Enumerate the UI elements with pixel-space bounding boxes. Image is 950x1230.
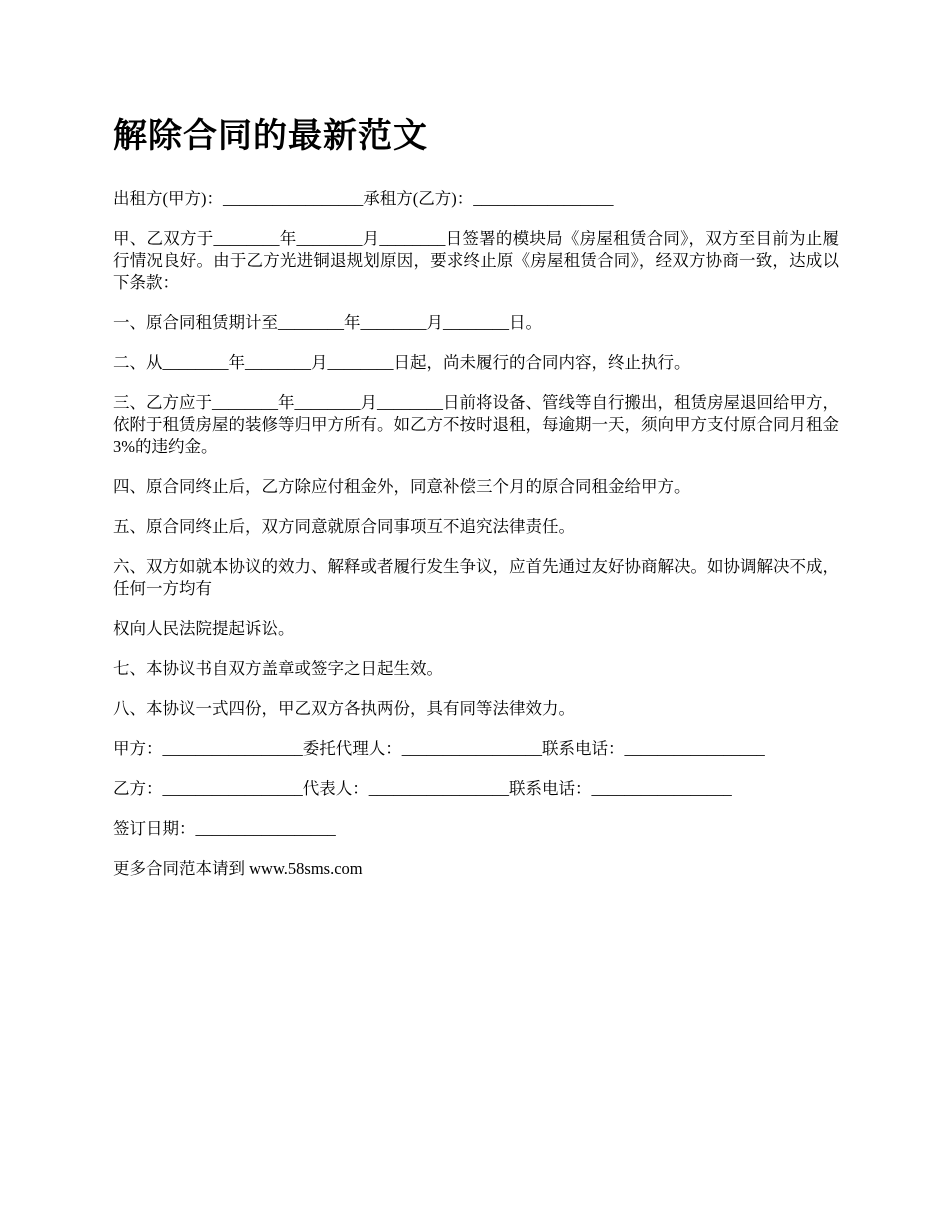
document-page — [113, 108, 839, 898]
party-b-signature-line: 乙方：_________________代表人：_________________联系电话：_________________ — [113, 779, 732, 798]
clause-7: 七、本协议书自双方盖章或签字之日起生效。 — [113, 659, 443, 678]
clause-2: 二、从________年________月________日起，尚未履行的合同内容，终止执行。 — [113, 353, 691, 372]
party-a-signature-line: 甲方：_________________委托代理人：_________________联系电话：_________________ — [113, 739, 765, 758]
clause-3: 三、乙方应于________年________月________日前将设备、管线等自行搬出，租赁房屋退回给甲方，依附于租赁房屋的装修等归甲方所有。如乙方不按时退租，每逾期一天，须向甲方支付原合同月租金3%的违约金。 — [113, 393, 839, 456]
clause-6-continued: 权向人民法院提起诉讼。 — [113, 619, 295, 638]
parties-line: 出租方(甲方)：_________________承租方(乙方)：_________________ — [113, 189, 614, 208]
clause-8: 八、本协议一式四份，甲乙双方各执两份，具有同等法律效力。 — [113, 699, 575, 718]
preamble-paragraph: 甲、乙双方于________年________月________日签署的模块局《房屋租赁合同》，双方至目前为止履行情况良好。由于乙方光进铜退规划原因，要求终止原《房屋租赁合同》，经双方协商一致，达成以下条款： — [113, 229, 839, 292]
footer-more-templates: 更多合同范本请到 www.58sms.com — [113, 859, 363, 878]
clause-1: 一、原合同租赁期计至________年________月________日。 — [113, 313, 542, 332]
clause-5: 五、原合同终止后，双方同意就原合同事项互不追究法律责任。 — [113, 517, 575, 536]
clause-4: 四、原合同终止后，乙方除应付租金外，同意补偿三个月的原合同租金给甲方。 — [113, 477, 691, 496]
document-title: 解除合同的最新范文 — [113, 116, 428, 156]
clause-6: 六、双方如就本协议的效力、解释或者履行发生争议，应首先通过友好协商解决。如协调解决不成，任何一方均有 — [113, 557, 839, 598]
signing-date-line: 签订日期：_________________ — [113, 819, 336, 838]
